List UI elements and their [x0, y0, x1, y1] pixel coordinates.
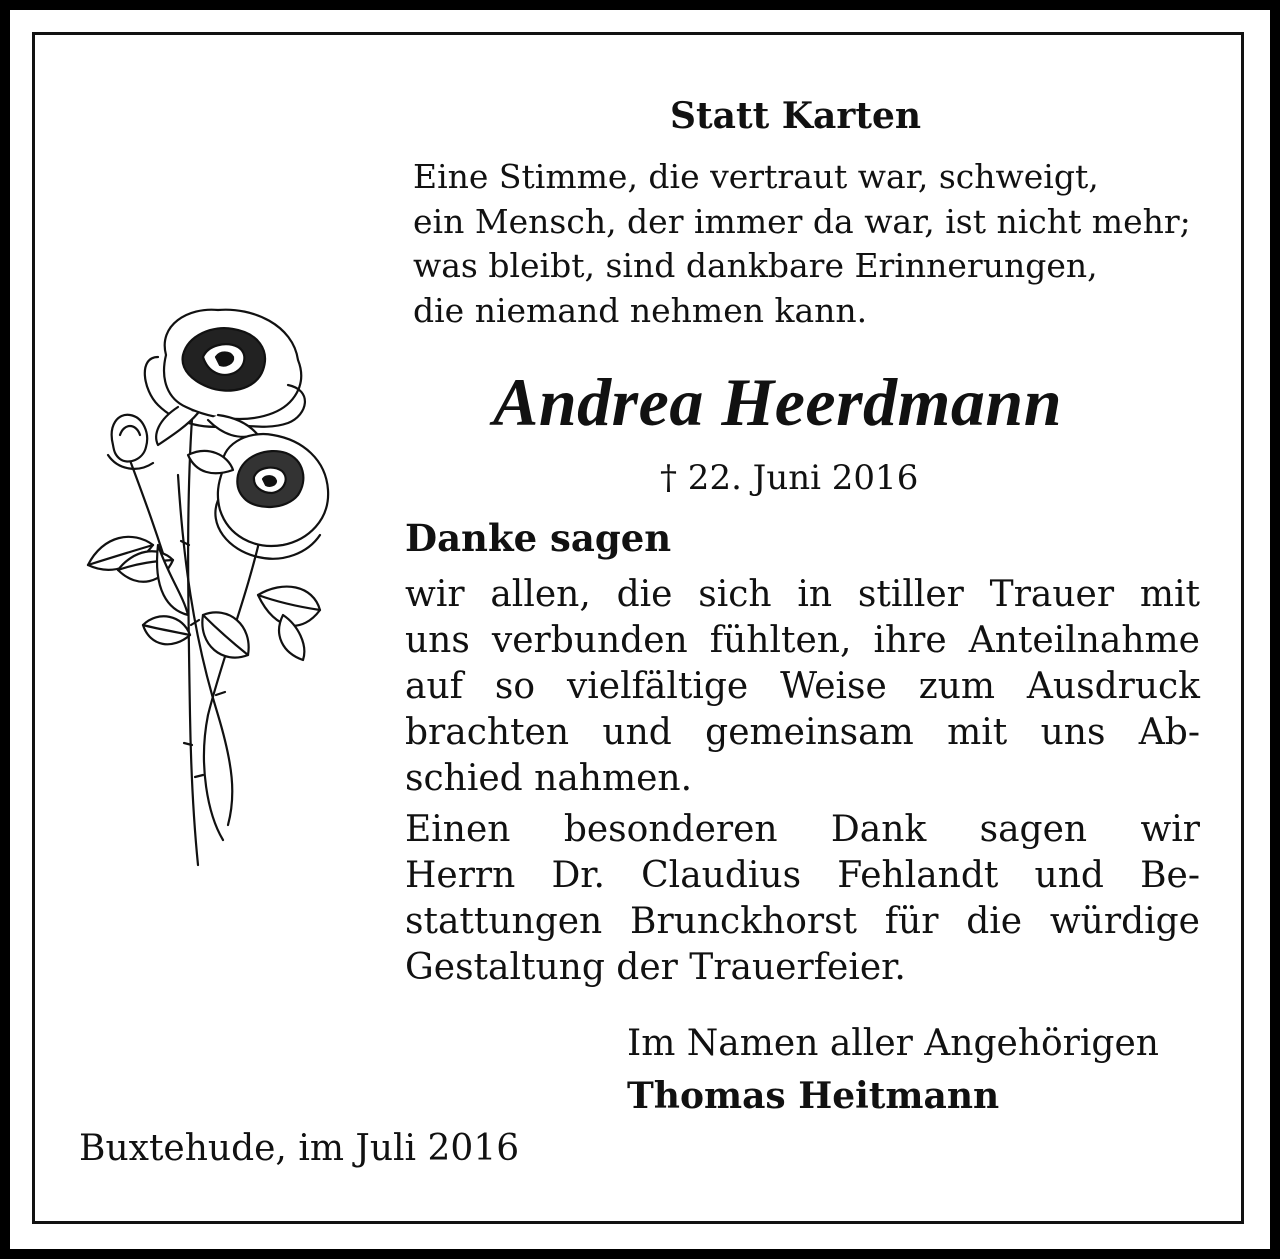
thanks-title: Danke sagen — [405, 516, 672, 560]
signature-line: Im Namen aller Angehörigen — [627, 1023, 1159, 1064]
paragraph-line: Herrn Dr. Claudius Fehlandt und Be- — [405, 855, 1200, 896]
place-date: Buxtehude, im Juli 2016 — [79, 1128, 520, 1169]
paragraph-line: brachten und gemeinsam mit uns Ab- — [405, 712, 1200, 753]
thanks-paragraph — [405, 572, 1200, 802]
special-thanks-paragraph — [405, 807, 1200, 991]
poem-line: die niemand nehmen kann. — [413, 291, 868, 331]
signature-block — [627, 1018, 1159, 1122]
paragraph-line: wir allen, die sich in stiller Trauer mit — [405, 574, 1200, 615]
poem — [413, 155, 1191, 334]
poem-line: was bleibt, sind dankbare Erinnerungen, — [413, 246, 1098, 286]
paragraph-line: Gestaltung der Trauerfeier. — [405, 947, 906, 988]
paragraph-line: auf so vielfältige Weise zum Ausdruck — [405, 666, 1200, 707]
signature-name: Thomas Heitmann — [627, 1075, 1000, 1117]
paragraph-line: Einen besonderen Dank sagen wir — [405, 809, 1200, 850]
paragraph-line: schied nahmen. — [405, 758, 693, 799]
death-date: † 22. Juni 2016 — [660, 458, 919, 498]
deceased-name: Andrea Heerdmann — [493, 364, 1063, 440]
paragraph-line: stattungen Brunckhorst für die würdige — [405, 901, 1200, 942]
rose-bouquet-icon — [58, 295, 338, 875]
poem-line: Eine Stimme, die vertraut war, schweigt, — [413, 157, 1099, 196]
heading-statt-karten: Statt Karten — [670, 95, 922, 137]
paragraph-line: uns verbunden fühlten, ihre Anteilnahme — [405, 620, 1200, 661]
obituary-page — [10, 10, 1270, 1249]
poem-line: ein Mensch, der immer da war, ist nicht mehr; — [413, 201, 1191, 241]
